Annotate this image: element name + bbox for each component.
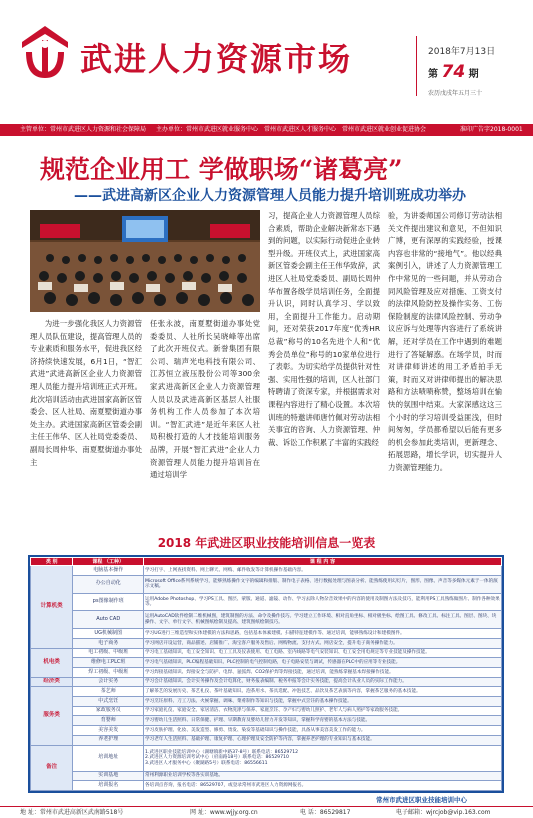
article-column-3 (268, 210, 380, 530)
table-cell-content: 了解茶艺的发展历史、茶艺礼仪、茶叶基础知识、泡茶用水、茶具选配、冲泡技艺、品饮及茶艺表演等内容，掌握茶艺服务的基本技能。 (144, 687, 502, 697)
table-cell-content: 学习电工基础知识，电工安全知识、电工工具及仪表使用、电工电路、室内线路等电气安装知识、电工安全用电规定等专业技能及操作技能。 (144, 648, 502, 658)
issue-prefix: 第 (428, 69, 438, 80)
table-cell-content: 学习焊接基础知识、焊接安全与防护、电焊、氩弧焊、CO2保护焊等焊接技能，通过培训，能熟练掌握基本焊接操作技能。 (144, 668, 502, 678)
table-cell-course: 电子商务 (73, 638, 144, 648)
table-row (31, 697, 502, 707)
header-content: 课 程 内 容 (144, 558, 502, 566)
footer-organization: 常州市武进区职业技能培训中心 (376, 796, 467, 804)
table-cell-content: 运用Adobe Photoshop、学习PS工具、图层、蒙版、通道、滤镜、动作、学习去除人物杂音效果中的内容的使用及制图方法及技巧，能利用PS工具熟练做图片、制作各种效果等。 (144, 593, 502, 611)
footer-phone: 电 话：86529817 (300, 809, 351, 816)
table-cell-category: 计算机类 (31, 566, 73, 649)
table-cell-content: 运用AutoCAD软件绘制二维机械图，建筑制图的方法、命令及操作技巧。学习建立工作环境、相对直角坐标、相对极坐标、绘图工具、修改工具、标注工具、图层、图块、块操作、文字、单行文字、机械图纸绘制及提高、建筑图纸绘制技巧。 (144, 611, 502, 629)
table-cell-course: 育婴师 (73, 716, 144, 726)
training-photo (30, 210, 260, 312)
table-row (31, 648, 502, 658)
logo-icon (16, 22, 74, 82)
table-cell-course: 实训基地 (73, 771, 144, 781)
table-row (31, 575, 502, 593)
footer-bar (0, 806, 533, 818)
issue-number (428, 62, 479, 82)
table-cell-course: 茶艺师 (73, 687, 144, 697)
table-cell-content: 学习电气基础知识，PLC编程基础知识、PLC控制的电气控制电路，电子电路安装与调试，传感器在PLC中的应用等专业技能。 (144, 658, 502, 668)
training-table (30, 557, 502, 791)
table-title (0, 534, 533, 551)
table-cell-course: UG机械制图 (73, 629, 144, 639)
header-course: 课程 （工种） (73, 558, 144, 566)
table-cell-course: 会计实务 (73, 677, 144, 687)
table-cell-content: 各培训点咨询，报名电话：86529707，或登录常州市武进区人力资源网报名。 (144, 781, 502, 791)
footer-address: 地 址：常州市武进高新区武南路518号 (20, 809, 124, 816)
headline-main: 规范企业用工 学做职场“诸葛亮” (40, 155, 403, 184)
article-column-1 (30, 318, 142, 530)
headline-sub: ——武进高新区企业人力资源管理人员能力提升培训班成功举办 (74, 188, 466, 204)
table-row (31, 706, 502, 716)
table-cell-category: 机电类 (31, 648, 73, 677)
table-cell-category: 经济类 (31, 677, 73, 687)
table-row (31, 668, 502, 678)
table-cell-category: 备注 (31, 745, 73, 790)
masthead-title: 武进人力资源市场 (80, 40, 353, 78)
table-cell-course: 养老护理 (73, 735, 144, 745)
table-row (31, 658, 502, 668)
table-row (31, 716, 502, 726)
table-row (31, 629, 502, 639)
training-table-frame (28, 555, 504, 793)
table-cell-content: 常州利源职业培训学校等各实训基地。 (144, 771, 502, 781)
table-cell-category: 服务类 (31, 687, 73, 745)
article-column-2 (150, 318, 260, 530)
table-row (31, 566, 502, 576)
issue-suffix: 期 (468, 69, 479, 80)
table-body (31, 566, 502, 791)
masthead-divider (416, 36, 417, 96)
ad-permit: 准印广告字2018-0001 (460, 126, 523, 133)
table-cell-course: 中式烹饪 (73, 697, 144, 707)
article-text-col2: 任张永波，南夏墅街道办事处党委委员、人社所长吴晓峰等出席了此次开班仪式。新誉集团有限公司、瑞声光电科技有限公司、江苏恒立液压股份公司等300余家武进高新区企业人力资源管理人员以及武进高新区基层人社服务机构工作人员参加了本次培训。“智汇武进”是近年来区人社局积极打造的人才技能培训服务品牌，开展“智汇武进”企业人力资源管理人员能力提升培训旨在通过培训学 (150, 319, 260, 480)
table-row (31, 687, 502, 697)
table-cell-content: 学习皮肤护理、化妆、美发造型、修剪、烫发、染发等基础知识与操作技能，具备从事美容美发工作的能力。 (144, 726, 502, 736)
article-text-col4: 验，为讲委师国公司修订劳动法相关文件提出建议和意见，不但知识广博，更有深厚的实践经验，授课内容也非常的“接地气”。他以经典案例引入，讲述了人力资源管理工作中常见的一些问题，并从劳动合同风险管理及应对措施、工资支付的法律风险防控及操作实务、工伤保险制度的法律风险控制、劳动争议应诉与处理等内容进行了系统讲解，还对学员在工作中遇到的难题进行了答疑解惑。在场学员，时而对讲律师讲述的用工矛盾拍手无策，时而又对讲律师提出的解决思路和方法啧啧称赞，整场培训在愉快的氛围中结束。大家深感这这三个小时的学习培训受益匪浅，但时间匆匆，学员都希望以后能有更多的机会参加此类培训，更新理念、拓展思路，增长学识，切实提升人力资源管理能力。 (388, 211, 502, 472)
table-cell-course: Auto CAD (73, 611, 144, 629)
header-category: 类 别 (31, 558, 73, 566)
table-cell-course: 培训报名 (73, 781, 144, 791)
table-cell-content: 1.武进区职业技能培训中心（湖塘镇新中路37-8号）联系电话：86529712 2.武进区人力资源培训考试中心（府南路18号）联系电话：86529710 3.武进区人才服务中心（聚湖路5号）联系电话：86556611 (144, 745, 502, 771)
table-row (31, 638, 502, 648)
footer-email: 电子邮箱：wjrcjob@vip.163.com (396, 809, 491, 816)
masthead (0, 0, 533, 112)
table-cell-course: 家政服务员 (73, 706, 144, 716)
table-cell-content: 学习UG进行三维造型和实体建模的方法和思路，包括基本体素建模、扫描特征建模作等、通过培训，能够熟练设计和建模图件。 (144, 629, 502, 639)
table-cell-course: 美容美发 (73, 726, 144, 736)
article-text-col1: 为进一步强化我区人力资源管理人员队伍建设，提高管理人员的专业素质和服务水平，促进我区经济持续快速发展，6月1日，“智汇武进”武进高新区企业人力资源管理人员能力提升培训班正式开班。此次培训活动由武进国家高新区管委会、区人社局、南夏墅街道办事处主办。武进国家高新区管委会副主任王伟华、区人社局党委委员、副局长周仲华、南夏墅街道办事处主 (30, 319, 142, 467)
footer-website: 网 址：www.wjjy.org.cn (190, 809, 258, 816)
issue-date: 2018年7月13日 (428, 47, 496, 57)
table-row (31, 726, 502, 736)
issue-number-value: 74 (441, 62, 466, 82)
article-column-4 (388, 210, 502, 530)
table-title-suffix: 一览表 (339, 536, 376, 550)
table-row (31, 745, 502, 771)
table-row (31, 593, 502, 611)
table-row (31, 781, 502, 791)
table-title-main: 2018 年武进区职业技能培训信息 (157, 536, 340, 550)
lunar-date: 农历戊戌年五月三十 (428, 90, 483, 97)
table-row (31, 677, 502, 687)
article-text-col3: 习，提高企业人力资源管理人员综合素质，帮助企业解决新常态下遇到的问题，以实际行动促进企业转型升级。开班仪式上，武进国家高新区管委会副主任王伟华致辞，武进区人社局党委委员、副局长周仲华布置各级学员培训任务，全面提升认识，同时认真学习、学以致用，全面提升工作能力。启动期间，还对荣获2017年度“优秀HR总裁”称号的10名先进个人和“优秀会员单位”称号的10家单位进行了表彰。为切实给学员提供针对性强、实用性强的培训，区人社部门特聘请了资深专家，并根据需求对课程内容进行了精心设置。本次培训班的特邀讲师唐竹佩对劳动法相关事宜的咨询、人力资源管理、仲裁、诉讼工作积累了丰富的实践经 (268, 211, 380, 447)
table-cell-content: 学习网店开设运营，商品描述、店铺推广、淘宝客户服务及售后、网购物流、支付方式、网店安全，提升电子商务操作能力。 (144, 638, 502, 648)
table-cell-content: 学习烹饪原料、刀工刀法、火候掌握、调味、菜肴制作等知识与技能，掌握中式烹饪的基本操作技能。 (144, 697, 502, 707)
table-cell-course: 电工初级、中级班 (73, 648, 144, 658)
table-cell-content: 学习会计基础知识、会计实务操作及会计电算化，财务报表编制、税务申报等会计实务技能，提高会计从业人员的实际工作能力。 (144, 677, 502, 687)
table-cell-course: 培训地址 (73, 745, 144, 771)
table-cell-course: 维修电工PLC班 (73, 658, 144, 668)
table-row (31, 611, 502, 629)
table-cell-content: 学习家庭礼仪、家庭安全、家居清洁、衣物洗涤与保养、家庭烹饪、孕产妇与婴幼儿照护、老年人与病人照护等家政服务技能。 (144, 706, 502, 716)
organizer-unit: 主办单位：常州市武进区就业服务中心 常州市武进区人才服务中心 常州市武进区就业创业促进协会 (156, 126, 427, 133)
table-cell-course: 办公自动化 (73, 575, 144, 593)
table-cell-content: 学习老年人生活照料、基础护理、康复护理、心理护理及安全防护等内容，掌握养老护理的专业知识与基本技能。 (144, 735, 502, 745)
host-unit: 主管单位：常州市武进区人力资源和社会保障局 (20, 126, 147, 133)
table-cell-content: Microsoft Office系列系统学习，能够熟练操作文字的编辑和排版、制作电子表格、进行数据处理与图表分析、能熟练使用幻灯片，图形、图像、声音等多媒体元素于一体的演示文稿。 (144, 575, 502, 593)
table-cell-course: ps图像制作班 (73, 593, 144, 611)
publisher-info-bar (0, 124, 533, 136)
table-cell-course: 电脑基本操作 (73, 566, 144, 576)
table-cell-content: 学习打字、上网查找资料、网上聊天、网购、邮件收发等计算机操作基础内容。 (144, 566, 502, 576)
table-row (31, 771, 502, 781)
table-cell-content: 学习婴幼儿生活照料、日常保健、护理、早期教育及婴幼儿智力开发等知识，掌握科学育婴的基本方法与技能。 (144, 716, 502, 726)
table-row (31, 735, 502, 745)
table-cell-course: 焊工初级、中级班 (73, 668, 144, 678)
